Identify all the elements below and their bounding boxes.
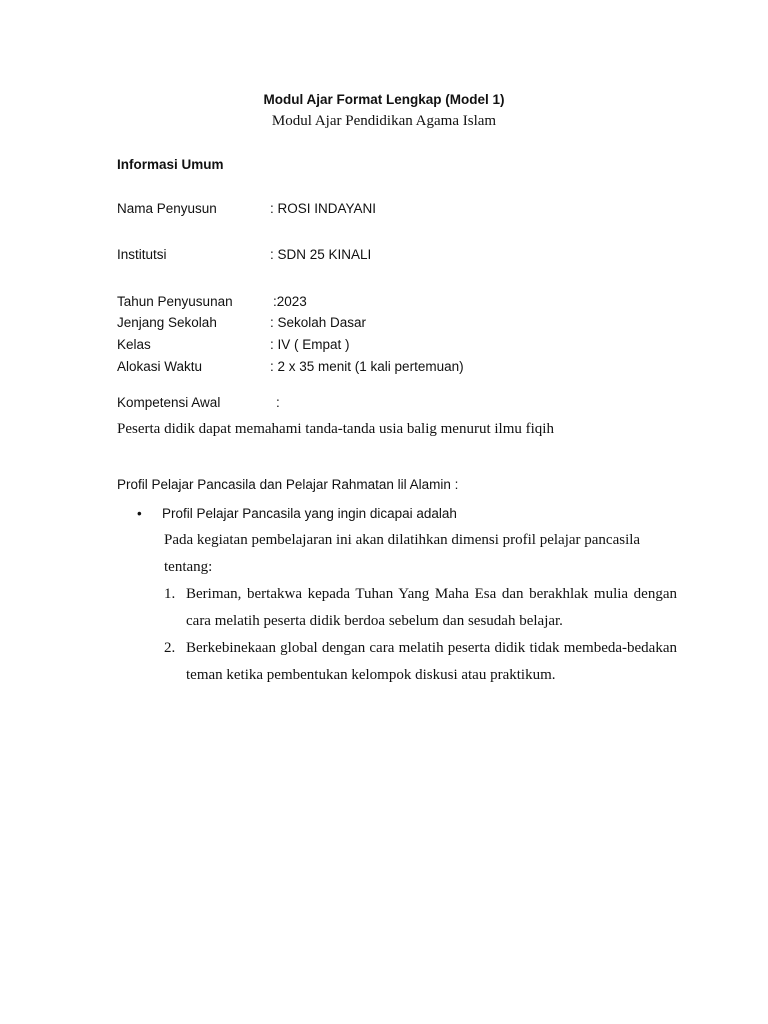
info-value-kelas: : IV ( Empat )	[270, 337, 350, 352]
info-value-jenjang: : Sekolah Dasar	[270, 315, 367, 330]
info-value-alokasi: : 2 x 35 menit (1 kali pertemuan)	[270, 359, 464, 374]
kompetensi-text: Peserta didik dapat memahami tanda-tanda usia balig menurut ilmu fiqih	[117, 421, 554, 437]
info-label-nama: Nama Penyusun	[117, 201, 217, 216]
profil-intro-line-2: tentang:	[164, 559, 213, 575]
info-value-nama: : ROSI INDAYANI	[270, 201, 377, 216]
profil-intro-line-1: Pada kegiatan pembelajaran ini akan dilatihkan dimensi profil pelajar pancasila	[164, 532, 641, 548]
profil-heading: Profil Pelajar Pancasila dan Pelajar Rahmatan lil Alamin :	[117, 477, 459, 492]
info-label-alokasi: Alokasi Waktu	[117, 359, 203, 374]
info-label-jenjang: Jenjang Sekolah	[117, 315, 217, 330]
info-label-tahun: Tahun Penyusunan	[117, 294, 233, 309]
document-subtitle: Modul Ajar Pendidikan Agama Islam	[271, 113, 497, 129]
document-title: Modul Ajar Format Lengkap (Model 1)	[263, 92, 505, 107]
info-label-kelas: Kelas	[117, 337, 151, 352]
list-item-1: Beriman, bertakwa kepada Tuhan Yang Maha Esa dan berakhlak mulia dengan cara melatih peserta didik berdoa sebelum dan sesudah belajar.	[186, 586, 677, 629]
section-heading: Informasi Umum	[117, 157, 224, 172]
info-value-tahun: :2023	[273, 294, 307, 309]
kompetensi-colon: :	[276, 395, 280, 410]
bullet-text: Profil Pelajar Pancasila yang ingin dicapai adalah	[162, 506, 457, 521]
list-number-2: 2.	[164, 640, 176, 656]
info-value-institusi: : SDN 25 KINALI	[270, 247, 372, 262]
list-number-1: 1.	[164, 586, 176, 602]
info-label-institusi: Institutsi	[117, 247, 167, 262]
kompetensi-label: Kompetensi Awal	[117, 395, 221, 410]
bullet-marker: •	[137, 506, 142, 521]
list-item-2: Berkebinekaan global dengan cara melatih peserta didik tidak membeda-bedakan teman ketika pembentukan kelompok diskusi atau praktikum.	[186, 640, 677, 683]
